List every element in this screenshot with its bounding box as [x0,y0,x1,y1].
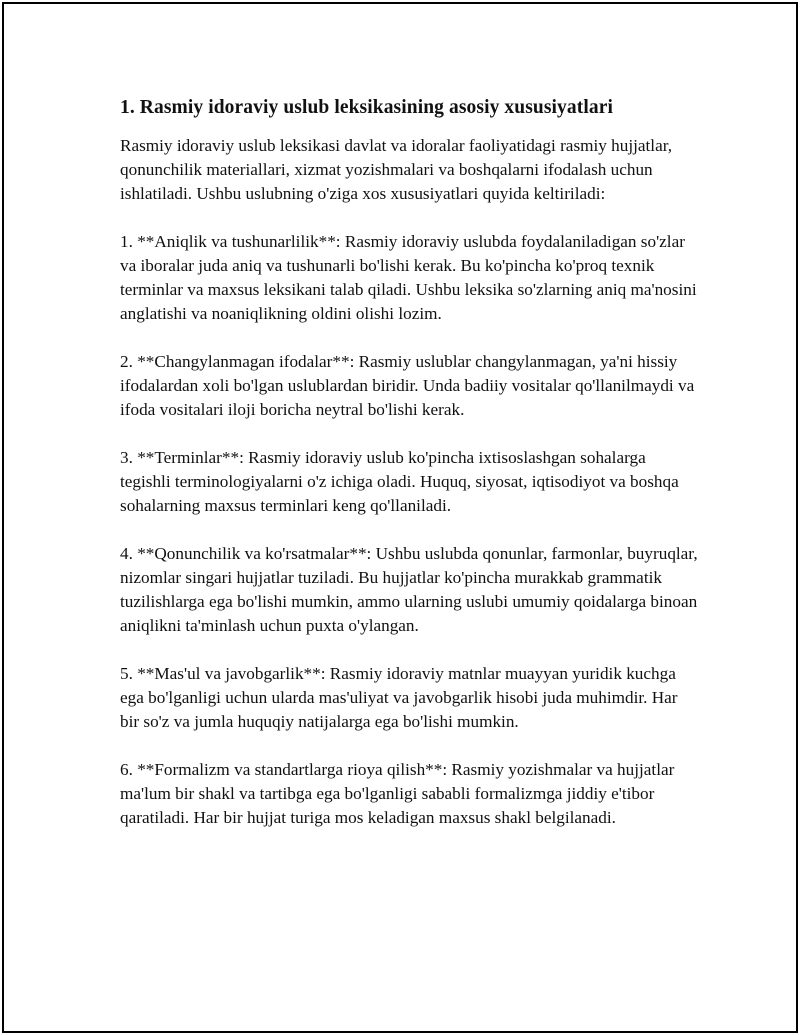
document-page [2,2,798,1033]
paragraph-item-4: 4. **Qonunchilik va ko'rsatmalar**: Ushbu uslubda qonunlar, farmonlar, buyruqlar, nizomlar singari hujjatlar tuziladi. Bu hujjatlar ko'pincha murakkab grammatik tuzilishlarga ega bo'lishi mumkin, ammo ularning uslubi umumiy qoidalarga binoan aniqlikni ta'minlash uchun puxta o'ylangan. [120,544,698,635]
paragraph-item-2: 2. **Changylanmagan ifodalar**: Rasmiy uslublar changylanmagan, ya'ni hissiy ifodalardan xoli bo'lgan uslublardan biridir. Unda badiiy vositalar qo'llanilmaydi va ifoda vositalari iloji boricha neytral bo'lishi kerak. [120,352,695,419]
paragraph-item-3: 3. **Terminlar**: Rasmiy idoraviy uslub ko'pincha ixtisoslashgan sohalarga tegishli terminologiyalarni o'z ichiga oladi. Huquq, siyosat, iqtisodiyot va boshqa sohalarning maxsus terminlari keng qo'llaniladi. [120,448,679,515]
document-content [120,96,700,854]
document-title: 1. Rasmiy idoraviy uslub leksikasining asosiy xususiyatlari [120,97,613,118]
paragraph-item-5: 5. **Mas'ul va javobgarlik**: Rasmiy idoraviy matnlar muayyan yuridik kuchga ega bo'lganligi uchun ularda mas'uliyat va javobgarlik hisobi juda muhimdir. Har bir so'z va jumla huquqiy natijalarga ega bo'lishi mumkin. [120,664,678,731]
paragraph-item-6: 6. **Formalizm va standartlarga rioya qilish**: Rasmiy yozishmalar va hujjatlar ma'lum bir shakl va tartibga ega bo'lganligi sababli formalizmga jiddiy e'tibor qaratiladi. Har bir hujjat turiga mos keladigan maxsus shakl belgilanadi. [120,760,675,827]
intro-paragraph: Rasmiy idoraviy uslub leksikasi davlat va idoralar faoliyatidagi rasmiy hujjatlar, qonunchilik materiallari, xizmat yozishmalari va boshqalarni ifodalash uchun ishlatiladi. Ushbu uslubning o'ziga xos xususiyatlari quyida keltiriladi: [120,136,673,203]
paragraph-item-1: 1. **Aniqlik va tushunarlilik**: Rasmiy idoraviy uslubda foydalaniladigan so'zlar va iboralar juda aniq va tushunarli bo'lishi kerak. Bu ko'pincha ko'proq texnik terminlar va maxsus leksikani talab qiladi. Ushbu leksika so'zlarning aniq ma'nosini anglatishi va noaniqlikning oldini olishi lozim. [120,232,697,323]
